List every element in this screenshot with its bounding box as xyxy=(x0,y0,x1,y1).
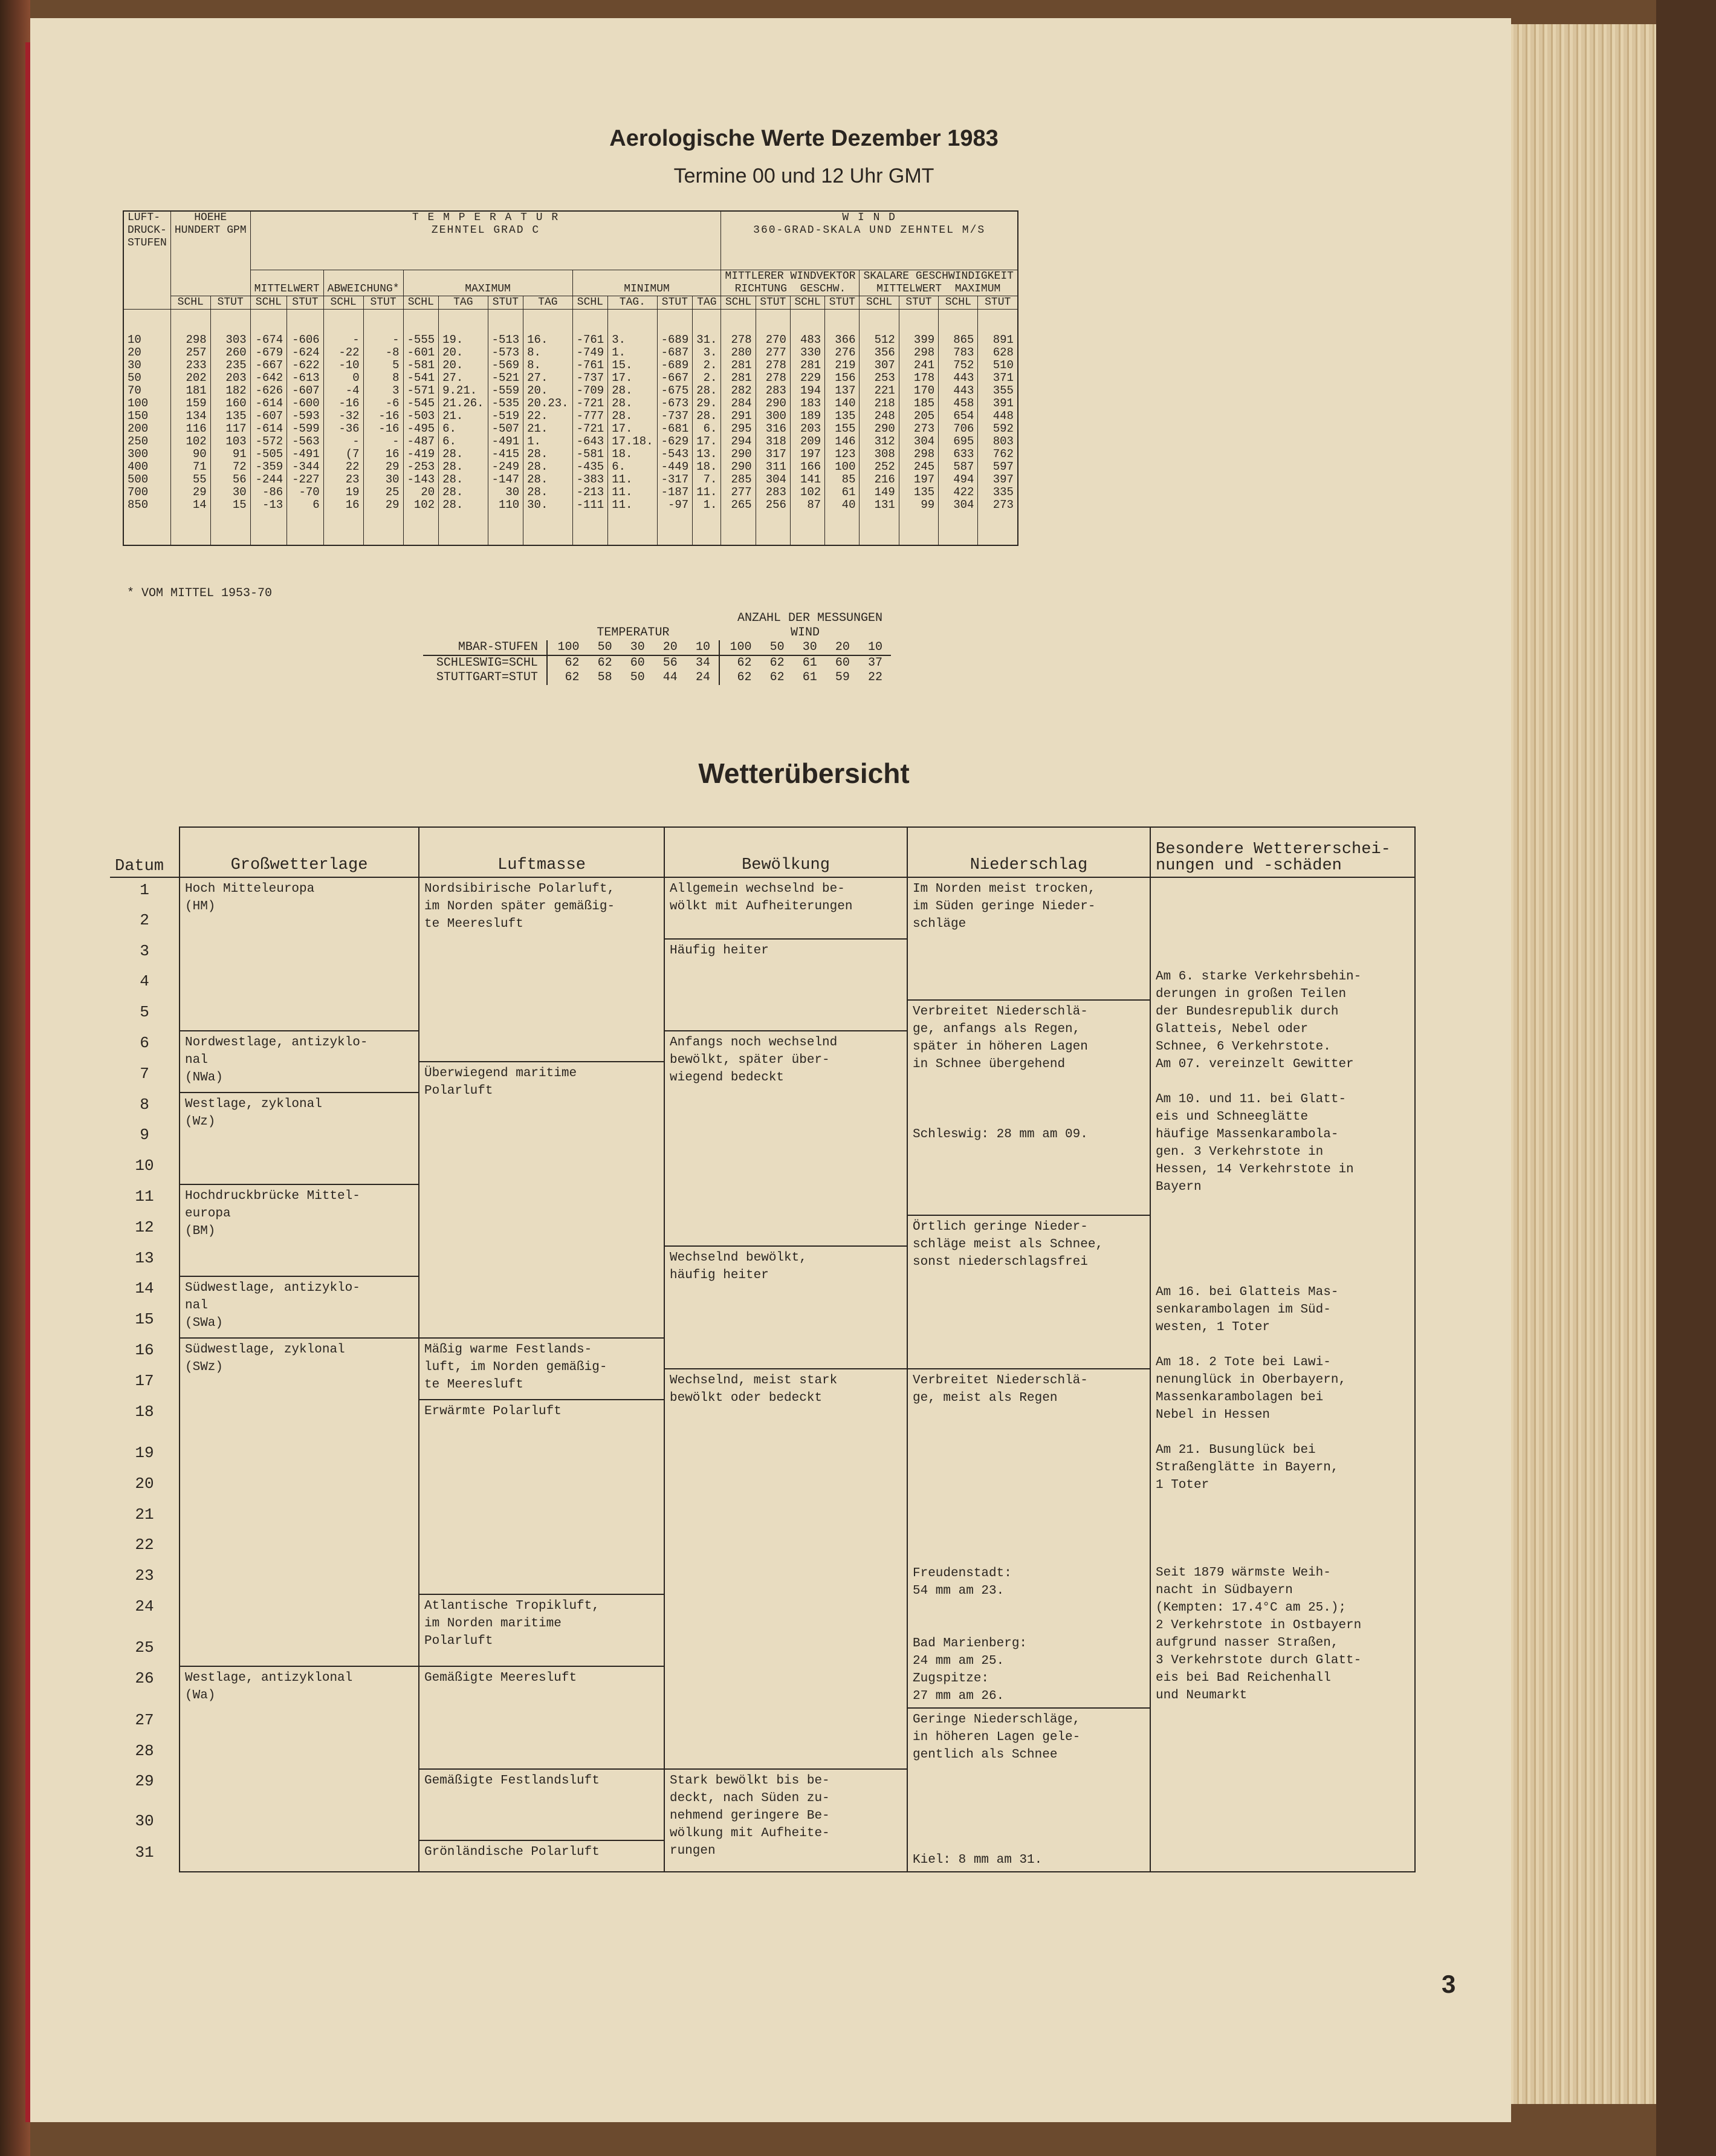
hdr-tag: TAG xyxy=(439,296,488,310)
day-number: 3 xyxy=(140,941,149,960)
day-number: 29 xyxy=(135,1772,154,1791)
day-number: 8 xyxy=(140,1095,149,1114)
mess-schl-label: SCHLESWIG=SCHL xyxy=(423,655,547,671)
hdr-tag: TAG xyxy=(693,296,721,310)
mess-cell: 62 xyxy=(737,671,752,684)
wetter-luft-text: Grönländische Polarluft xyxy=(424,1845,600,1860)
wetter-luft-cell xyxy=(419,1594,664,1666)
mess-cell: 24 xyxy=(686,671,719,685)
mess-temperatur: TEMPERATUR xyxy=(597,626,670,640)
mess-stut-label: STUTTGART=STUT xyxy=(423,671,547,685)
wetter-gross-text: Südwestlage, zyklonal (SWz) xyxy=(185,1342,345,1374)
mess-cell: 62 xyxy=(565,671,580,684)
day-number: 18 xyxy=(135,1402,154,1421)
page-edges xyxy=(1505,24,1668,2104)
col-max-schl: -555 -601 -581 -541 -571 -545 -503 -495 -487 -419 -253 -143 20 102 xyxy=(403,310,439,545)
col-skalar-mittel-stut: 399 298 241 178 170 185 205 273 304 298 245 197 135 99 xyxy=(899,310,938,545)
wetter-besondere-cell xyxy=(1150,877,1415,1872)
mess-cell: 61 xyxy=(802,671,817,684)
wetter-besondere-text: Am 6. starke Verkehrsbehin- derungen in großen Teilen der Bundesrepublik durch Glatteis, Nebel oder Schnee, 6 Verkehrstote. Am 07. vereinzelt Gewitter Am 10. und 11. bei Glatt- eis und Schneeglätte häufige Massenkarambola- gen. 3 Verkehrstote in Hessen, 14 Verkehrstote in Bayern Am 16. bei Glatteis Mas- senkarambolagen im Süd- westen, 1 Toter Am 18. 2 Tote bei Lawi- nenunglück in Oberbayern, Massenkarambolagen bei Nebel in Hessen Am 21. Busunglück bei Straßenglätte in Bayern, 1 Toter Seit 1879 wärmste Weih- nacht in Südbayern (Kempten: 17.4°C am 25.); 2 Verkehrstote in Ostbayern aufgrund nasser Straßen, 3 Verkehrstote durch Glatt- eis bei Bad Reichenhall und Neumarkt xyxy=(1156,970,1362,1703)
hdr-schl: SCHL xyxy=(721,296,756,310)
wetter-nieder-text: Verbreitet Niederschlä- ge, anfangs als Regen, später in höheren Lagen in Schnee übergehend Schleswig: 28 mm am 09. xyxy=(913,1005,1088,1142)
wetter-bew-text: Wechselnd, meist stark bewölkt oder bedeckt xyxy=(670,1373,838,1405)
hdr-maximum2: MAXIMUM xyxy=(954,283,1001,295)
col-max-stut: -513 -573 -569 -521 -559 -535 -519 -507 -491 -415 -249 -147 30 110 xyxy=(488,310,523,545)
hdr-temperatur: T E M P E R A T U R ZEHNTEL GRAD C xyxy=(250,211,721,270)
wetter-luft-cell xyxy=(419,1338,664,1400)
mess-cell: 62 xyxy=(737,656,752,670)
hdr-abweichung xyxy=(323,270,403,296)
mess-cell: 22 xyxy=(868,671,883,684)
hdr-mittelwert3: MITTELWERT xyxy=(876,283,942,295)
wetter-luft-text: Gemäßigte Festlandsluft xyxy=(424,1774,600,1788)
mess-cell: 10 xyxy=(858,640,891,655)
mess-cell: 34 xyxy=(686,655,719,671)
mess-cell: 20 xyxy=(653,640,686,655)
wetter-gross-cell xyxy=(180,1338,419,1666)
wetter-gross-text: Südwestlage, antizyklo- nal (SWa) xyxy=(185,1281,360,1331)
hdr-datum: Datum xyxy=(110,827,180,877)
mess-cell: 62 xyxy=(565,656,580,670)
hdr-schl: SCHL xyxy=(403,296,439,310)
col-min-tag2: 31. 3. 2. 2. 28. 29. 28. 6. 17. 13. 18. 7. 11. 1. xyxy=(693,310,721,545)
hdr-stut: STUT xyxy=(210,296,250,310)
hdr-stut: STUT xyxy=(978,296,1018,310)
day-number: 24 xyxy=(135,1597,154,1615)
hdr-schl: SCHL xyxy=(860,296,899,310)
wetter-nieder-cell xyxy=(907,1215,1150,1369)
wetter-luft-cell xyxy=(419,1840,664,1872)
mess-cell: 59 xyxy=(835,671,850,684)
wetter-bew-cell xyxy=(664,1246,907,1369)
hdr-temp-mittelwert: MITTELWERT xyxy=(250,270,323,296)
col-min-stut: -689 -687 -689 -667 -675 -673 -737 -681 -629 -543 -449 -317 -187 -97 xyxy=(657,310,693,545)
mess-cell: 20 xyxy=(826,640,858,655)
wetter-luft-text: Gemäßigte Meeresluft xyxy=(424,1671,577,1686)
col-richtung-schl: 278 280 281 281 282 284 291 295 294 290 290 285 277 265 xyxy=(721,310,756,545)
hdr-minimum: MINIMUM xyxy=(572,270,721,296)
mess-cell: 58 xyxy=(597,671,612,684)
wetter-gross-text: Westlage, antizyklonal (Wa) xyxy=(185,1671,353,1703)
wetter-nieder-cell xyxy=(907,877,1150,1000)
day-number: 15 xyxy=(135,1310,154,1329)
wetter-luft-cell xyxy=(419,877,664,1062)
mess-mbar-label: MBAR-STUFEN xyxy=(423,640,547,655)
hdr-star: * xyxy=(392,283,400,295)
wetter-gross-text: Hochdruckbrücke Mittel- europa (BM) xyxy=(185,1189,360,1238)
hdr-mwv: MITTLERER WINDVEKTOR xyxy=(725,270,856,282)
page-number: 3 xyxy=(1442,1970,1456,1998)
wetter-nieder-text: Im Norden meist trocken, im Süden geringe Nieder- schläge xyxy=(913,882,1096,931)
mess-cell: 56 xyxy=(662,656,678,670)
mess-cell: 100 xyxy=(719,640,760,655)
mess-cell: 50 xyxy=(630,671,645,684)
wetter-bew-text: Wechselnd bewölkt, häufig heiter xyxy=(670,1250,807,1282)
day-number: 26 xyxy=(135,1669,154,1688)
wetter-title: Wetterübersicht xyxy=(698,758,910,789)
hdr-stut: STUT xyxy=(488,296,523,310)
wetter-bew-text: Häufig heiter xyxy=(670,943,769,958)
wetter-table xyxy=(110,826,1416,1872)
aero-table xyxy=(123,210,1018,546)
day-number: 30 xyxy=(135,1812,154,1831)
mess-cell: 61 xyxy=(802,656,817,670)
wetter-bew-cell xyxy=(664,1769,907,1871)
hdr-stut: STUT xyxy=(287,296,324,310)
hdr-maximum: MAXIMUM xyxy=(403,270,572,296)
aero-subtitle: Termine 00 und 12 Uhr GMT xyxy=(673,164,934,187)
day-number: 28 xyxy=(135,1741,154,1760)
col-skalar-max-stut: 891 628 510 371 355 391 448 592 803 762 597 397 335 273 xyxy=(978,310,1018,545)
wetter-luft-text: Nordsibirische Polarluft, im Norden später gemäßig- te Meeresluft xyxy=(424,882,615,931)
col-mittel-schl: -674 -679 -667 -642 -626 -614 -607 -614 -572 -505 -359 -244 -86 -13 xyxy=(250,310,287,545)
wetter-nieder-text: Geringe Niederschläge, in höheren Lagen gele- gentlich als Schnee Kiel: 8 mm am 31. xyxy=(913,1712,1081,1867)
hdr-schl: SCHL xyxy=(572,296,608,310)
mess-cell: 10 xyxy=(686,640,719,655)
hdr-tag: TAG. xyxy=(608,296,657,310)
mess-cell: 62 xyxy=(769,656,785,670)
hdr-schl: SCHL xyxy=(939,296,978,310)
aero-title: Aerologische Werte Dezember 1983 xyxy=(609,126,999,151)
wetter-gross-cell xyxy=(180,877,419,1031)
hdr-skalar-label: SKALARE GESCHWINDIGKEIT xyxy=(863,270,1014,282)
hdr-stut: STUT xyxy=(657,296,693,310)
wetter-gross-text: Nordwestlage, antizyklo- nal (NWa) xyxy=(185,1035,368,1085)
wetter-gross-cell xyxy=(180,1031,419,1093)
hdr-tag: TAG xyxy=(523,296,572,310)
mess-cell: 60 xyxy=(835,656,850,670)
wetter-nieder-text: Verbreitet Niederschlä- ge, meist als Regen Freudenstadt: 54 mm am 23. Bad Marienberg: 24 mm am 25. Zugspitze: 27 mm am 26. xyxy=(913,1373,1088,1703)
day-number: 4 xyxy=(140,972,149,991)
mess-cell: 50 xyxy=(760,640,793,655)
day-number: 6 xyxy=(140,1033,149,1052)
wetter-gross-cell xyxy=(180,1276,419,1338)
col-abw-schl: - -22 -10 0 -4 -16 -32 -36 - (7 22 23 19 16 xyxy=(323,310,363,545)
day-number: 21 xyxy=(135,1505,154,1524)
day-number: 16 xyxy=(135,1340,154,1359)
book-cover-edge xyxy=(1656,0,1716,2156)
aero-footnote: * VOM MITTEL 1953-70 xyxy=(127,586,273,600)
col-min-tag: 3. 1. 15. 17. 28. 28. 28. 17. 17.18. 18. 6. 11. 11. 11. xyxy=(608,310,657,545)
wetter-luft-cell xyxy=(419,1062,664,1338)
wetter-luft-cell xyxy=(419,1769,664,1840)
day-number: 7 xyxy=(140,1064,149,1083)
wetter-gross-cell xyxy=(180,1184,419,1276)
day-number: 2 xyxy=(140,911,149,929)
wetter-nieder-cell xyxy=(907,1369,1150,1708)
hdr-wind: W I N D 360-GRAD-SKALA UND ZEHNTEL M/S xyxy=(721,211,1018,270)
hdr-geschw: GESCHW. xyxy=(800,283,846,295)
hdr-besondere: Besondere Wettererschei- nungen und -schäden xyxy=(1150,827,1415,877)
hdr-stut: STUT xyxy=(825,296,860,310)
hdr-schl: SCHL xyxy=(323,296,363,310)
col-mbar: 10 20 30 50 70 100 150 200 250 300 400 500 700 850 xyxy=(123,310,170,545)
mess-cell: 30 xyxy=(793,640,826,655)
day-number: 31 xyxy=(135,1843,154,1862)
wetter-gross-cell xyxy=(180,1093,419,1184)
wetter-luft-text: Mäßig warme Festlands- luft, im Norden gemäßig- te Meeresluft xyxy=(424,1342,607,1392)
mess-cell: 37 xyxy=(868,656,883,670)
mess-cell: 62 xyxy=(597,656,612,670)
day-number: 11 xyxy=(135,1187,154,1206)
mess-cell: 44 xyxy=(662,671,678,684)
col-geschw-schl: 483 330 281 229 194 183 189 203 209 197 166 141 102 87 xyxy=(790,310,824,545)
wetter-nieder-text: Örtlich geringe Nieder- schläge meist als Schnee, sonst niederschlagsfrei xyxy=(913,1219,1104,1269)
day-number: 25 xyxy=(135,1638,154,1657)
wetter-bew-cell xyxy=(664,877,907,939)
mess-cell: 30 xyxy=(621,640,653,655)
wetter-bew-text: Anfangs noch wechselnd bewölkt, später über- wiegend bedeckt xyxy=(670,1035,838,1085)
wetter-bew-cell xyxy=(664,1369,907,1770)
hdr-stut: STUT xyxy=(363,296,403,310)
col-min-schl: -761 -749 -761 -737 -709 -721 -777 -721 -643 -581 -435 -383 -213 -111 xyxy=(572,310,608,545)
mess-cell: 50 xyxy=(588,640,621,655)
wetter-luft-text: Atlantische Tropikluft, im Norden maritime Polarluft xyxy=(424,1599,600,1648)
col-max-tag: 19. 20. 20. 27. 9.21. 21.26. 21. 6. 6. 28. 28. 28. 28. 28. xyxy=(439,310,488,545)
hdr-abweichung-label: ABWEICHUNG xyxy=(327,283,393,295)
col-abw-stut: - -8 5 8 3 -6 -16 -16 - 16 29 30 25 29 xyxy=(363,310,403,545)
wetter-gross-cell xyxy=(180,1666,419,1871)
hdr-windvektor xyxy=(721,270,860,296)
hdr-stut: STUT xyxy=(899,296,938,310)
col-skalar-mittel-schl: 512 356 307 253 221 218 248 290 312 308 252 216 149 131 xyxy=(860,310,899,545)
day-number: 23 xyxy=(135,1567,154,1585)
day-number: 17 xyxy=(135,1371,154,1390)
wetter-luft-cell xyxy=(419,1666,664,1769)
col-hoehe-stut: 303 260 235 203 182 160 135 117 103 91 72 56 30 15 xyxy=(210,310,250,545)
hdr-stut: STUT xyxy=(756,296,790,310)
hdr-schl: SCHL xyxy=(250,296,287,310)
col-mittel-stut: -606 -624 -622 -613 -607 -600 -593 -599 -563 -491 -344 -227 -70 6 xyxy=(287,310,324,545)
wetter-gross-text: Hoch Mitteleuropa (HM) xyxy=(185,882,315,914)
hdr-skalar xyxy=(860,270,1018,296)
col-hoehe-schl: 298 257 233 202 181 159 134 116 102 90 71 55 29 14 xyxy=(170,310,210,545)
wetter-bew-text: Stark bewölkt bis be- deckt, nach Süden zu- nehmend geringere Be- wölkung mit Aufheite- rungen xyxy=(670,1774,830,1859)
day-number: 20 xyxy=(135,1474,154,1493)
hdr-schl: SCHL xyxy=(170,296,210,310)
day-number: 14 xyxy=(135,1279,154,1298)
mess-title: ANZAHL DER MESSUNGEN xyxy=(737,611,883,625)
wetter-nieder-cell xyxy=(907,1708,1150,1872)
col-geschw-stut: 366 276 219 156 137 140 135 155 146 123 100 85 61 40 xyxy=(825,310,860,545)
day-number: 27 xyxy=(135,1710,154,1729)
hdr-hoehe: HOEHE HUNDERT GPM xyxy=(170,211,250,296)
wetter-nieder-cell xyxy=(907,1000,1150,1215)
day-number: 13 xyxy=(135,1248,154,1267)
mess-cell: 60 xyxy=(630,656,645,670)
wetter-bew-cell xyxy=(664,1031,907,1246)
day-number: 12 xyxy=(135,1218,154,1236)
col-richtung-stut: 270 277 278 278 283 290 300 316 318 317 311 304 283 256 xyxy=(756,310,790,545)
col-max-tag2: 16. 8. 8. 27. 20. 20.23. 22. 21. 1. 28. 28. 28. 28. 30. xyxy=(523,310,572,545)
day-number: 10 xyxy=(135,1157,154,1175)
wetter-luft-cell xyxy=(419,1400,664,1594)
hdr-bewoelkung: Bewölkung xyxy=(664,827,907,877)
wetter-bew-text: Allgemein wechselnd be- wölkt mit Aufheiterungen xyxy=(670,882,853,914)
day-number: 22 xyxy=(135,1536,154,1554)
hdr-grosswetterlage: Großwetterlage xyxy=(180,827,419,877)
mess-cell: 100 xyxy=(547,640,588,655)
messungen-table xyxy=(423,611,891,685)
wetter-bew-cell xyxy=(664,939,907,1031)
day-number: 9 xyxy=(140,1126,149,1145)
hdr-luftmasse: Luftmasse xyxy=(419,827,664,877)
day-number: 19 xyxy=(135,1444,154,1463)
wetter-gross-text: Westlage, zyklonal (Wz) xyxy=(185,1097,322,1129)
hdr-luftdruck: LUFT- DRUCK- STUFEN xyxy=(123,211,170,310)
wetter-luft-text: Erwärmte Polarluft xyxy=(424,1404,562,1418)
hdr-richtung: RICHTUNG xyxy=(734,283,788,295)
col-skalar-max-schl: 865 783 752 443 443 458 654 706 695 633 587 494 422 304 xyxy=(939,310,978,545)
wetter-luft-text: Überwiegend maritime Polarluft xyxy=(424,1066,577,1098)
hdr-niederschlag: Niederschlag xyxy=(907,827,1150,877)
mess-wind: WIND xyxy=(790,626,820,640)
day-number: 5 xyxy=(140,1003,149,1022)
hdr-schl: SCHL xyxy=(790,296,824,310)
mess-cell: 62 xyxy=(769,671,785,684)
day-number: 1 xyxy=(140,881,149,899)
